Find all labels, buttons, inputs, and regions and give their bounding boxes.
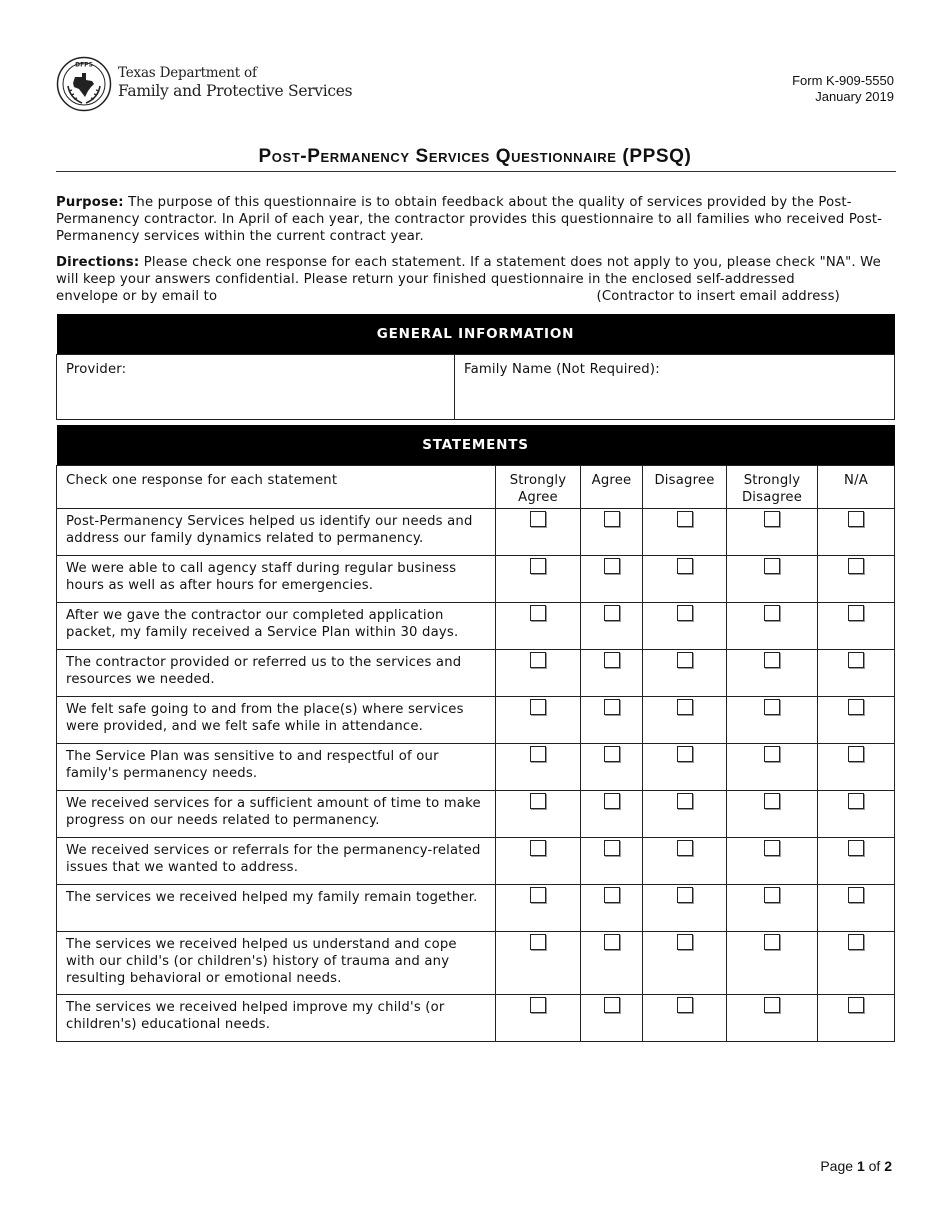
cell-agree bbox=[581, 744, 643, 791]
statement-row bbox=[57, 932, 895, 995]
directions-paragraph bbox=[56, 254, 896, 305]
checkbox-strongly-agree[interactable] bbox=[530, 699, 546, 715]
cell-disagree bbox=[643, 697, 727, 744]
page-current: 1 bbox=[856, 1158, 865, 1174]
cell-agree bbox=[581, 885, 643, 932]
cell-strongly-agree bbox=[496, 697, 581, 744]
cell-agree bbox=[581, 932, 643, 995]
cell-strongly-agree bbox=[496, 744, 581, 791]
checkbox-disagree[interactable] bbox=[677, 934, 693, 950]
cell-strongly-disagree bbox=[727, 556, 818, 603]
cell-agree bbox=[581, 791, 643, 838]
checkbox-na[interactable] bbox=[848, 934, 864, 950]
checkbox-agree[interactable] bbox=[604, 746, 620, 762]
checkbox-agree[interactable] bbox=[604, 887, 620, 903]
checkbox-na[interactable] bbox=[848, 511, 864, 527]
cell-na bbox=[818, 744, 895, 791]
col-header-strongly-agree: Strongly Agree bbox=[496, 466, 581, 509]
cell-na bbox=[818, 838, 895, 885]
family-name-field[interactable] bbox=[455, 355, 895, 420]
statement-row bbox=[57, 838, 895, 885]
statement-text: The Service Plan was sensitive to and respectful of our family's permanency needs. bbox=[57, 744, 496, 791]
statement-row bbox=[57, 697, 895, 744]
page-header bbox=[56, 56, 894, 114]
checkbox-strongly-agree[interactable] bbox=[530, 558, 546, 574]
checkbox-strongly-agree[interactable] bbox=[530, 746, 546, 762]
col-header-strongly-disagree: Strongly Disagree bbox=[727, 466, 818, 509]
checkbox-disagree[interactable] bbox=[677, 511, 693, 527]
cell-agree bbox=[581, 995, 643, 1042]
statement-text: We received services or referrals for the permanency-related issues that we wanted to address. bbox=[57, 838, 496, 885]
cell-strongly-disagree bbox=[727, 650, 818, 697]
checkbox-na[interactable] bbox=[848, 887, 864, 903]
checkbox-disagree[interactable] bbox=[677, 558, 693, 574]
checkbox-disagree[interactable] bbox=[677, 887, 693, 903]
checkbox-strongly-disagree[interactable] bbox=[764, 887, 780, 903]
page-title: Post-Permanency Services Questionnaire (PPSQ) bbox=[258, 146, 692, 167]
general-information-table bbox=[56, 314, 895, 420]
agency-name-line2: Family and Protective Services bbox=[118, 82, 353, 100]
cell-na bbox=[818, 697, 895, 744]
cell-na bbox=[818, 995, 895, 1042]
svg-text:DFPS: DFPS bbox=[75, 61, 93, 69]
statements-instruction: Check one response for each statement bbox=[57, 466, 496, 509]
general-information-heading: GENERAL INFORMATION bbox=[57, 314, 895, 355]
form-id bbox=[792, 73, 894, 105]
statement-row bbox=[57, 603, 895, 650]
title-divider bbox=[56, 171, 896, 172]
checkbox-strongly-disagree[interactable] bbox=[764, 652, 780, 668]
checkbox-strongly-agree[interactable] bbox=[530, 652, 546, 668]
cell-agree bbox=[581, 509, 643, 556]
directions-email-text: envelope or by email to bbox=[56, 289, 218, 304]
statement-row bbox=[57, 885, 895, 932]
statement-text: The services we received helped improve my child's (or children's) educational needs. bbox=[57, 995, 496, 1042]
cell-na bbox=[818, 603, 895, 650]
checkbox-strongly-disagree[interactable] bbox=[764, 746, 780, 762]
col-header-disagree: Disagree bbox=[643, 466, 727, 509]
cell-strongly-agree bbox=[496, 650, 581, 697]
cell-disagree bbox=[643, 650, 727, 697]
checkbox-strongly-disagree[interactable] bbox=[764, 511, 780, 527]
page-of: of bbox=[868, 1158, 881, 1174]
checkbox-na[interactable] bbox=[848, 997, 864, 1013]
statement-text: We received services for a sufficient amount of time to make progress on our needs related to permanency. bbox=[57, 791, 496, 838]
checkbox-strongly-disagree[interactable] bbox=[764, 699, 780, 715]
statement-row bbox=[57, 556, 895, 603]
cell-strongly-disagree bbox=[727, 932, 818, 995]
checkbox-agree[interactable] bbox=[604, 793, 620, 809]
cell-strongly-disagree bbox=[727, 995, 818, 1042]
checkbox-disagree[interactable] bbox=[677, 746, 693, 762]
cell-na bbox=[818, 885, 895, 932]
cell-strongly-disagree bbox=[727, 791, 818, 838]
cell-disagree bbox=[643, 603, 727, 650]
checkbox-disagree[interactable] bbox=[677, 605, 693, 621]
checkbox-strongly-agree[interactable] bbox=[530, 605, 546, 621]
statement-row bbox=[57, 744, 895, 791]
cell-strongly-disagree bbox=[727, 838, 818, 885]
email-placeholder-hint: (Contractor to insert email address) bbox=[596, 289, 840, 304]
page-number bbox=[820, 1158, 892, 1174]
checkbox-strongly-agree[interactable] bbox=[530, 511, 546, 527]
purpose-label: Purpose: bbox=[56, 195, 124, 210]
cell-disagree bbox=[643, 885, 727, 932]
cell-strongly-disagree bbox=[727, 744, 818, 791]
statement-text: The contractor provided or referred us to the services and resources we needed. bbox=[57, 650, 496, 697]
checkbox-agree[interactable] bbox=[604, 699, 620, 715]
checkbox-disagree[interactable] bbox=[677, 793, 693, 809]
statements-body bbox=[57, 509, 895, 1042]
cell-strongly-disagree bbox=[727, 697, 818, 744]
checkbox-na[interactable] bbox=[848, 652, 864, 668]
statements-table bbox=[56, 425, 895, 1042]
cell-disagree bbox=[643, 556, 727, 603]
checkbox-na[interactable] bbox=[848, 605, 864, 621]
directions-text: Please check one response for each statement. If a statement does not apply to you, please check "NA". We will keep your answers confidential. Please return your finished questionnaire in the enclosed self-addressed bbox=[56, 255, 881, 287]
checkbox-disagree[interactable] bbox=[677, 699, 693, 715]
checkbox-strongly-disagree[interactable] bbox=[764, 840, 780, 856]
cell-strongly-agree bbox=[496, 838, 581, 885]
cell-strongly-disagree bbox=[727, 885, 818, 932]
statement-row bbox=[57, 509, 895, 556]
form-number: Form K-909-5550 bbox=[792, 73, 894, 88]
cell-strongly-agree bbox=[496, 995, 581, 1042]
cell-agree bbox=[581, 697, 643, 744]
cell-disagree bbox=[643, 838, 727, 885]
checkbox-strongly-agree[interactable] bbox=[530, 934, 546, 950]
checkbox-strongly-disagree[interactable] bbox=[764, 605, 780, 621]
page-label: Page bbox=[820, 1158, 854, 1174]
checkbox-strongly-disagree[interactable] bbox=[764, 558, 780, 574]
cell-disagree bbox=[643, 744, 727, 791]
statement-text: The services we received helped my family remain together. bbox=[57, 885, 496, 932]
checkbox-strongly-agree[interactable] bbox=[530, 997, 546, 1013]
checkbox-strongly-agree[interactable] bbox=[530, 887, 546, 903]
cell-agree bbox=[581, 838, 643, 885]
checkbox-strongly-disagree[interactable] bbox=[764, 793, 780, 809]
checkbox-strongly-disagree[interactable] bbox=[764, 934, 780, 950]
form-date: January 2019 bbox=[815, 89, 894, 104]
statements-heading: STATEMENTS bbox=[57, 425, 895, 466]
statement-row bbox=[57, 650, 895, 697]
family-name-label: Family Name (Not Required): bbox=[464, 362, 660, 377]
checkbox-na[interactable] bbox=[848, 558, 864, 574]
statement-text: After we gave the contractor our completed application packet, my family received a Service Plan within 30 days. bbox=[57, 603, 496, 650]
checkbox-agree[interactable] bbox=[604, 558, 620, 574]
col-header-agree: Agree bbox=[581, 466, 643, 509]
purpose-text: The purpose of this questionnaire is to obtain feedback about the quality of services provided by the Post-Permanency contractor. In April of each year, the contractor provides this questionnaire to all families who received Post-Permanency services within the current contract year. bbox=[56, 195, 883, 244]
provider-field[interactable] bbox=[57, 355, 455, 420]
cell-na bbox=[818, 650, 895, 697]
statement-text: The services we received helped us understand and cope with our child's (or children's) history of trauma and any resulting behavioral or emotional needs. bbox=[57, 932, 496, 995]
checkbox-agree[interactable] bbox=[604, 997, 620, 1013]
checkbox-disagree[interactable] bbox=[677, 997, 693, 1013]
dfps-seal-logo bbox=[56, 56, 112, 112]
cell-strongly-agree bbox=[496, 603, 581, 650]
agency-name-line1: Texas Department of bbox=[118, 65, 257, 81]
statement-text: Post-Permanency Services helped us identify our needs and address our family dynamics related to permanency. bbox=[57, 509, 496, 556]
cell-na bbox=[818, 932, 895, 995]
cell-disagree bbox=[643, 791, 727, 838]
cell-strongly-disagree bbox=[727, 509, 818, 556]
checkbox-agree[interactable] bbox=[604, 934, 620, 950]
statement-text: We felt safe going to and from the place(s) where services were provided, and we felt safe while in attendance. bbox=[57, 697, 496, 744]
page-total: 2 bbox=[884, 1158, 892, 1174]
cell-disagree bbox=[643, 995, 727, 1042]
statement-row bbox=[57, 791, 895, 838]
checkbox-agree[interactable] bbox=[604, 652, 620, 668]
cell-na bbox=[818, 791, 895, 838]
cell-strongly-agree bbox=[496, 509, 581, 556]
cell-strongly-agree bbox=[496, 885, 581, 932]
statement-text: We were able to call agency staff during regular business hours as well as after hours for emergencies. bbox=[57, 556, 496, 603]
cell-agree bbox=[581, 603, 643, 650]
checkbox-agree[interactable] bbox=[604, 840, 620, 856]
checkbox-agree[interactable] bbox=[604, 511, 620, 527]
checkbox-strongly-agree[interactable] bbox=[530, 840, 546, 856]
checkbox-na[interactable] bbox=[848, 699, 864, 715]
col-header-na: N/A bbox=[818, 466, 895, 509]
cell-strongly-agree bbox=[496, 791, 581, 838]
checkbox-strongly-agree[interactable] bbox=[530, 793, 546, 809]
checkbox-na[interactable] bbox=[848, 793, 864, 809]
purpose-paragraph bbox=[56, 194, 896, 245]
checkbox-strongly-disagree[interactable] bbox=[764, 997, 780, 1013]
cell-strongly-agree bbox=[496, 556, 581, 603]
cell-strongly-disagree bbox=[727, 603, 818, 650]
checkbox-disagree[interactable] bbox=[677, 840, 693, 856]
cell-agree bbox=[581, 650, 643, 697]
cell-disagree bbox=[643, 509, 727, 556]
cell-na bbox=[818, 509, 895, 556]
cell-na bbox=[818, 556, 895, 603]
directions-label: Directions: bbox=[56, 255, 140, 270]
cell-agree bbox=[581, 556, 643, 603]
statement-row bbox=[57, 995, 895, 1042]
checkbox-agree[interactable] bbox=[604, 605, 620, 621]
checkbox-na[interactable] bbox=[848, 840, 864, 856]
checkbox-na[interactable] bbox=[848, 746, 864, 762]
cell-strongly-agree bbox=[496, 932, 581, 995]
checkbox-disagree[interactable] bbox=[677, 652, 693, 668]
cell-disagree bbox=[643, 932, 727, 995]
provider-label: Provider: bbox=[66, 362, 127, 377]
agency-name bbox=[118, 65, 352, 100]
